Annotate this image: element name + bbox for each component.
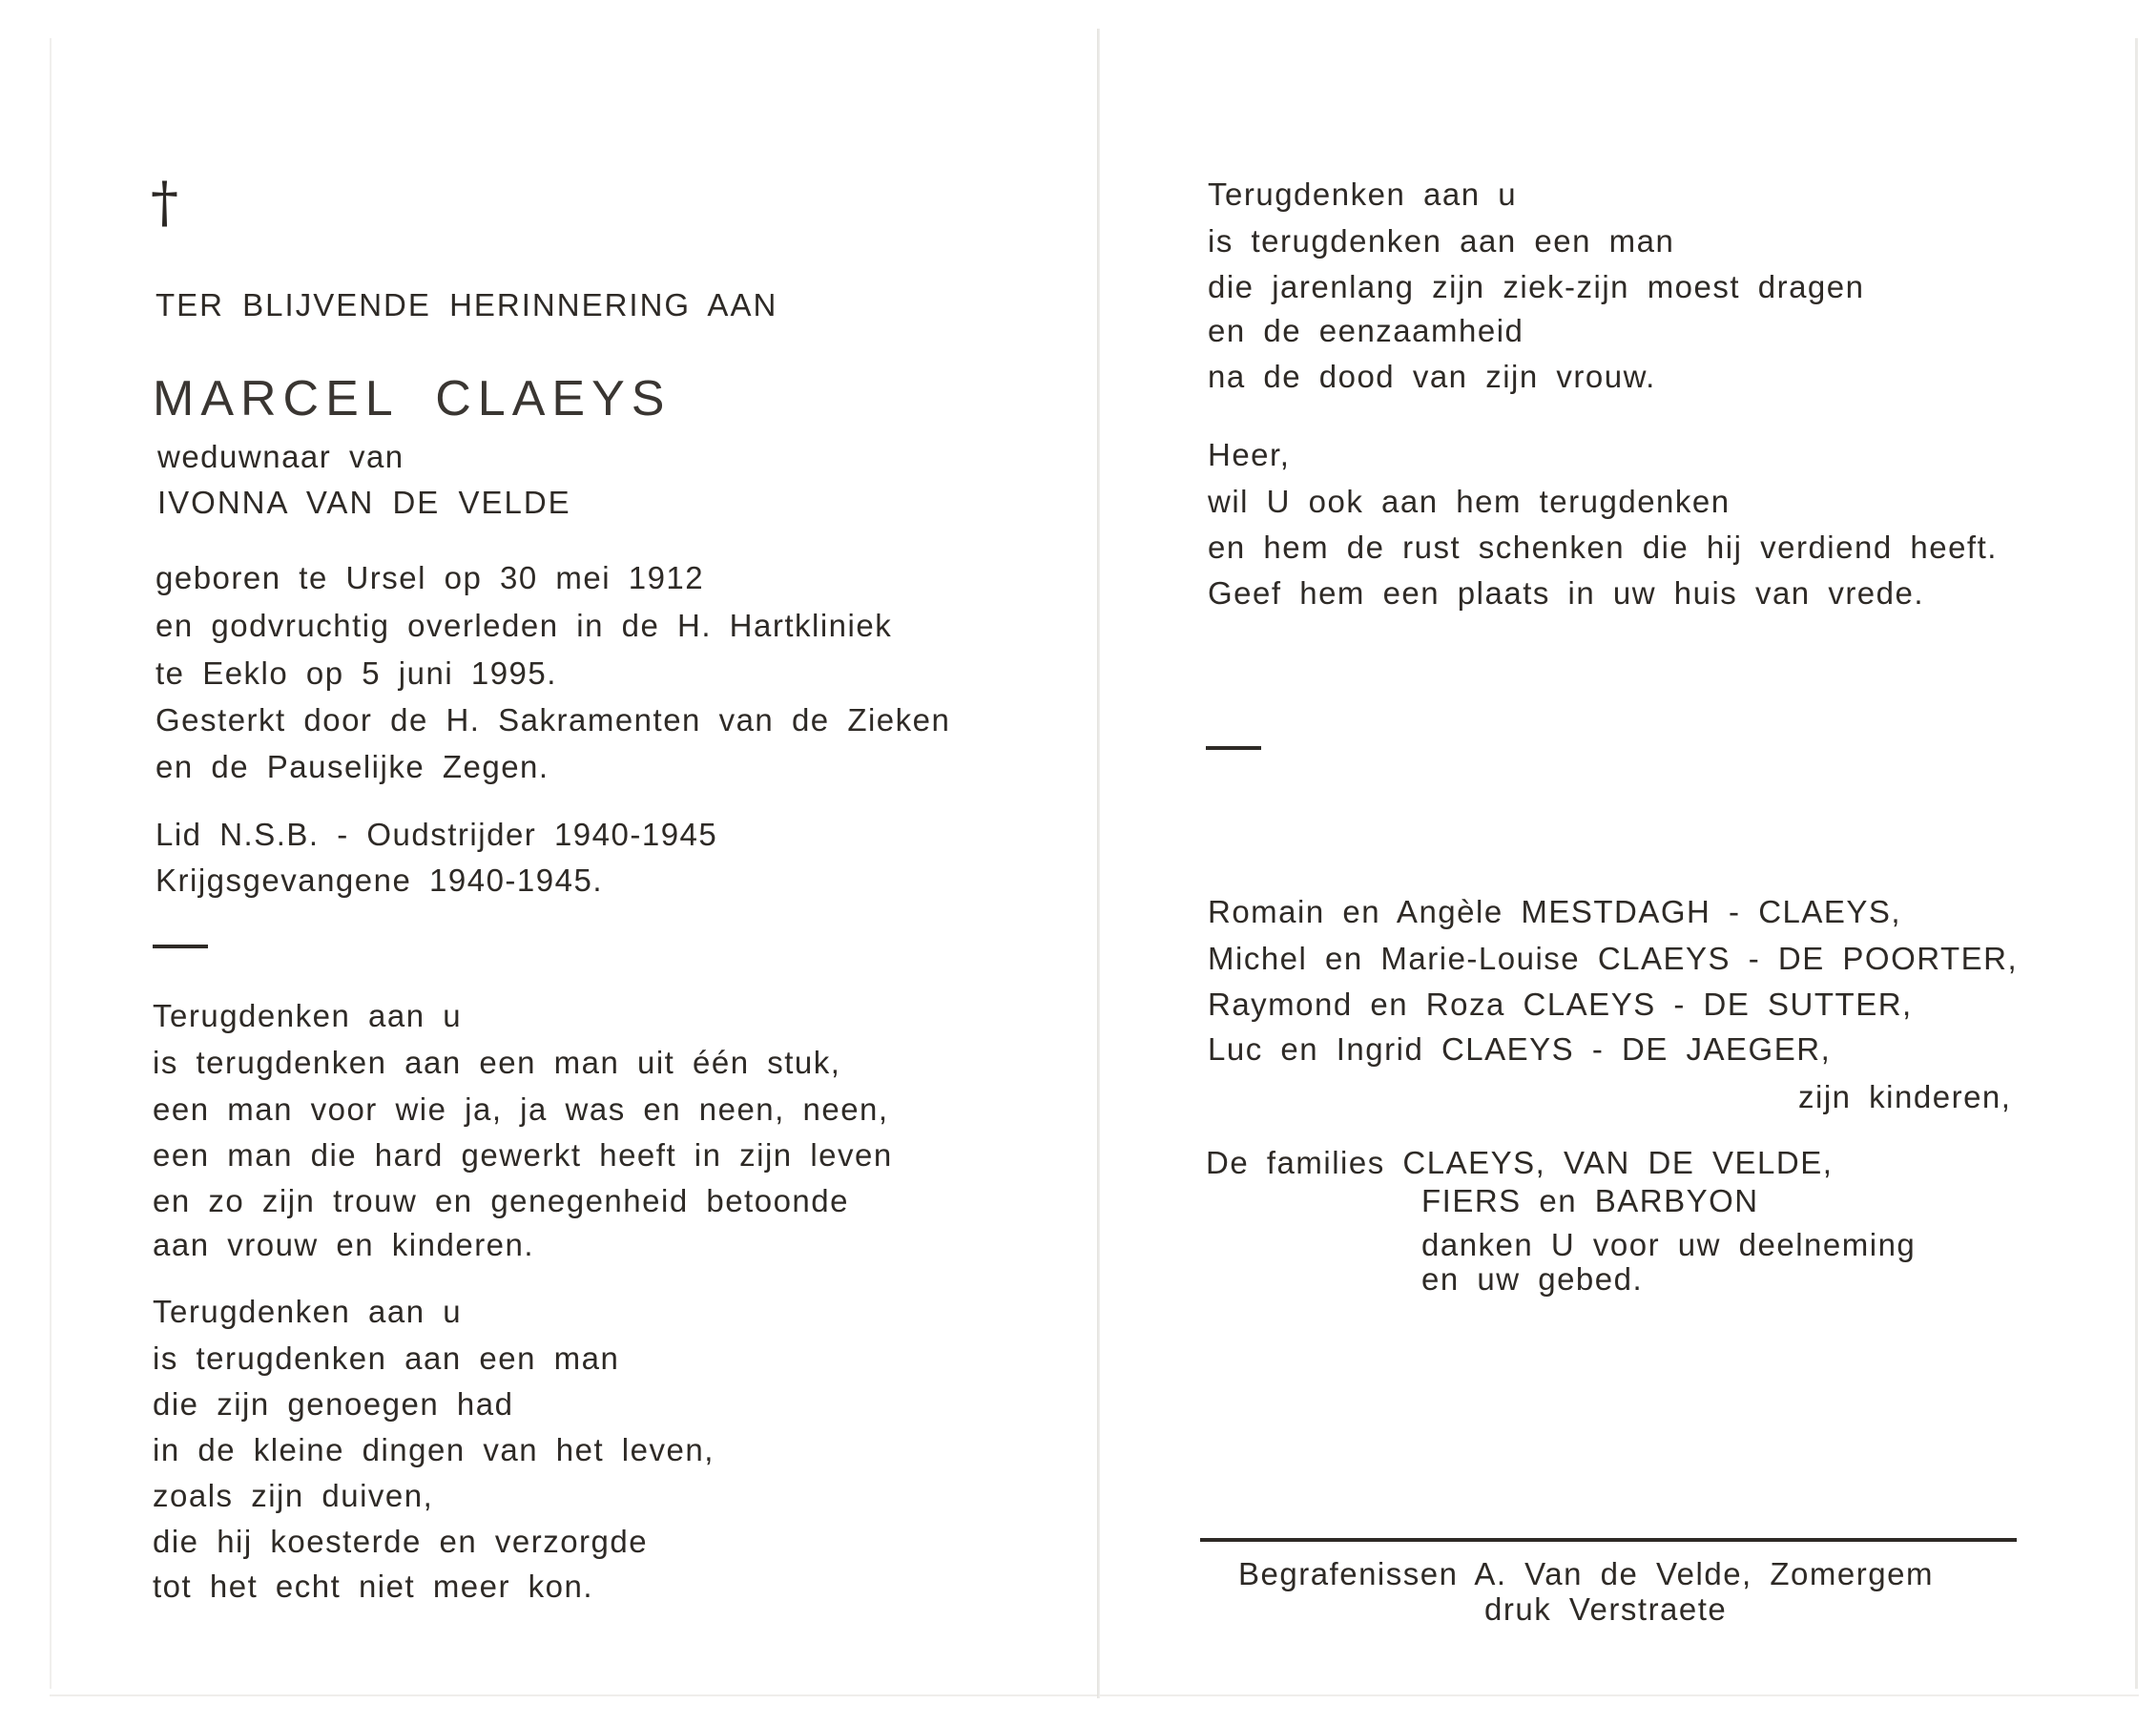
poem-line: een man die hard gewerkt heeft in zijn leven <box>153 1137 893 1173</box>
separator-dash <box>1206 746 1261 750</box>
child-couple-line: Luc en Ingrid CLAEYS - DE JAEGER, <box>1208 1031 1832 1067</box>
paper-edge-left <box>50 38 52 1689</box>
poem-line: is terugdenken aan een man <box>153 1341 620 1376</box>
printer: druk Verstraete <box>1484 1591 1728 1627</box>
prayer-line: en hem de rust schenken die hij verdiend heeft. <box>1208 530 1998 565</box>
children-label: zijn kinderen, <box>1798 1079 2012 1114</box>
membership-line: Krijgsgevangene 1940-1945. <box>155 862 603 898</box>
prayer-line: wil U ook aan hem terugdenken <box>1208 484 1731 519</box>
poem-line: en zo zijn trouw en genegenheid betoonde <box>153 1183 849 1218</box>
birth-death-line: en godvruchtig overleden in de H. Hartkliniek <box>155 608 893 643</box>
poem-line: na de dood van zijn vrouw. <box>1208 359 1656 394</box>
birth-death-line: geboren te Ursel op 30 mei 1912 <box>155 560 705 595</box>
widower-of-label: weduwnaar van <box>157 439 404 474</box>
prayer-line: Geef hem een plaats in uw huis van vrede. <box>1208 575 1925 611</box>
poem-line: die zijn genoegen had <box>153 1386 514 1422</box>
funeral-home: Begrafenissen A. Van de Velde, Zomergem <box>1238 1556 1934 1591</box>
poem-line: in de kleine dingen van het leven, <box>153 1432 715 1467</box>
poem-line: Terugdenken aan u <box>153 998 463 1033</box>
spouse-name: IVONNA VAN DE VELDE <box>157 485 571 520</box>
families-line: FIERS en BARBYON <box>1421 1183 1759 1218</box>
birth-death-line: te Eeklo op 5 juni 1995. <box>155 655 557 691</box>
thanks-line: en uw gebed. <box>1421 1261 1644 1297</box>
poem-line: een man voor wie ja, ja was en neen, neen, <box>153 1091 889 1127</box>
poem-line: die jarenlang zijn ziek-zijn moest dragen <box>1208 269 1865 304</box>
child-couple-line: Romain en Angèle MESTDAGH - CLAEYS, <box>1208 894 1902 929</box>
child-couple-line: Raymond en Roza CLAEYS - DE SUTTER, <box>1208 987 1913 1022</box>
cross-icon: † <box>151 170 178 235</box>
birth-death-line: Gesterkt door de H. Sakramenten van de Zieken <box>155 702 951 738</box>
poem-line: zoals zijn duiven, <box>153 1478 434 1513</box>
poem-line: die hij koesterde en verzorgde <box>153 1524 649 1559</box>
heading: TER BLIJVENDE HERINNERING AAN <box>155 287 778 322</box>
paper-edge-bottom <box>50 1694 2139 1696</box>
poem-line: is terugdenken aan een man uit één stuk, <box>153 1045 841 1080</box>
poem-line: tot het echt niet meer kon. <box>153 1569 594 1604</box>
poem-line: is terugdenken aan een man <box>1208 223 1675 259</box>
child-couple-line: Michel en Marie-Louise CLAEYS - DE POORTER, <box>1208 941 2019 976</box>
poem-line: aan vrouw en kinderen. <box>153 1227 535 1262</box>
poem-line: en de eenzaamheid <box>1208 313 1524 348</box>
poem-line: Terugdenken aan u <box>1208 177 1518 212</box>
birth-death-line: en de Pauselijke Zegen. <box>155 749 549 784</box>
poem-line: Terugdenken aan u <box>153 1294 463 1329</box>
footer-rule <box>1200 1538 2017 1542</box>
deceased-name: MARCEL CLAEYS <box>153 371 672 426</box>
paper-edge-right <box>2135 38 2138 1689</box>
center-fold <box>1097 29 1100 1698</box>
thanks-line: danken U voor uw deelneming <box>1421 1227 1917 1262</box>
membership-line: Lid N.S.B. - Oudstrijder 1940-1945 <box>155 817 718 852</box>
families-line: De families CLAEYS, VAN DE VELDE, <box>1206 1145 1834 1180</box>
separator-dash <box>153 945 208 948</box>
prayer-line: Heer, <box>1208 437 1291 472</box>
